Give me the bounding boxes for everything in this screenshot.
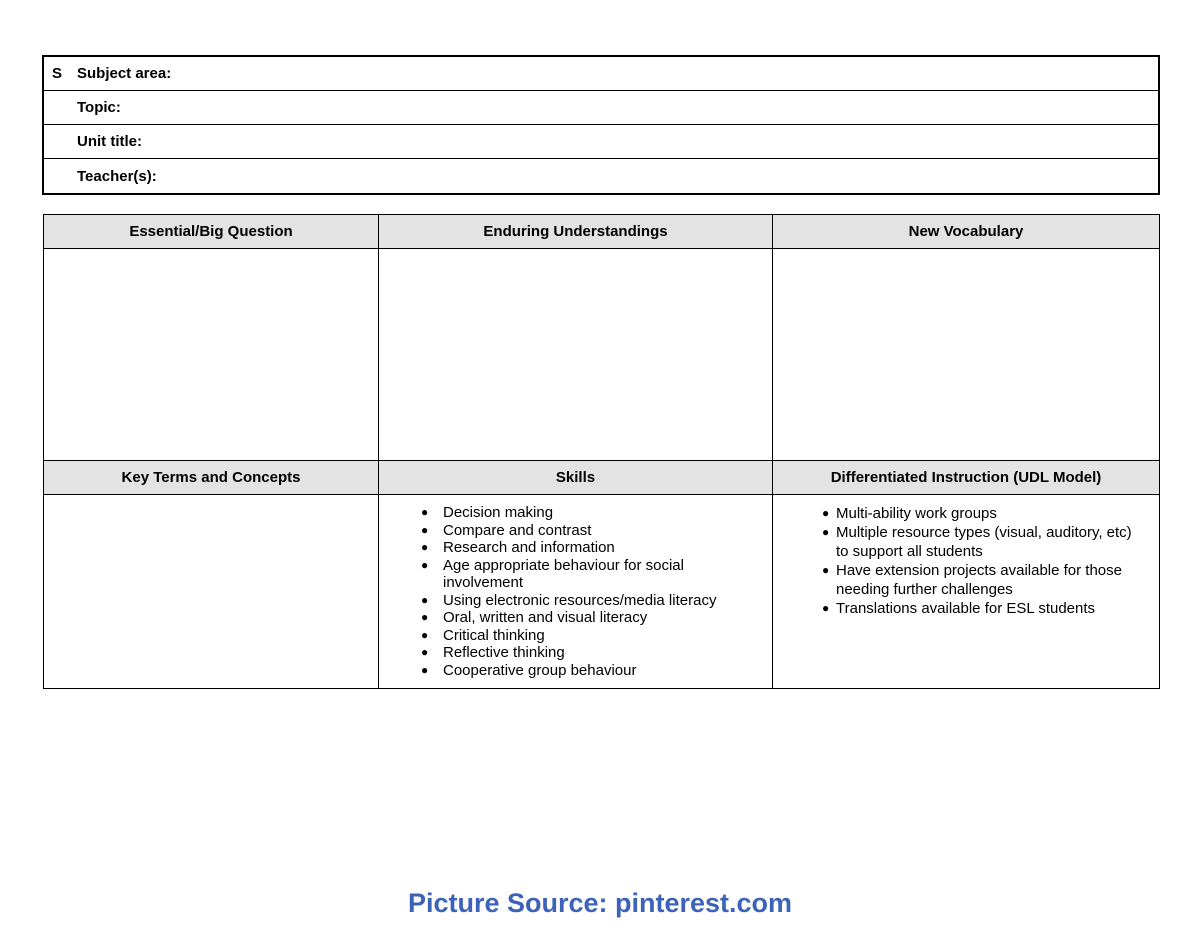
list-item: ● Compare and contrast — [421, 521, 592, 539]
skills-cell — [379, 495, 773, 688]
bullet-icon: ● — [822, 506, 830, 520]
list-item: ● Reflective thinking — [421, 644, 565, 661]
bullet-icon: ● — [421, 540, 429, 554]
bullet-icon: ● — [421, 662, 429, 677]
essential-question-header: Essential/Big Question — [44, 215, 379, 249]
key-terms-cell — [44, 495, 379, 688]
planning-grid — [43, 214, 1160, 689]
unit-title-row — [44, 125, 1158, 159]
bullet-icon: ● — [421, 610, 429, 624]
new-vocabulary-header: New Vocabulary — [773, 215, 1159, 249]
bullet-icon: ● — [822, 525, 830, 539]
new-vocabulary-cell — [773, 249, 1159, 461]
unit-info-table — [42, 55, 1160, 195]
list-item: ● Multiple resource types (visual, auditory, etc) to support all students — [822, 524, 1132, 560]
differentiated-instruction-header: Differentiated Instruction (UDL Model) — [773, 461, 1159, 495]
skills-list — [379, 495, 772, 679]
bullet-icon: ● — [421, 505, 429, 519]
subject-area-label: Subject area: — [77, 65, 172, 82]
topic-label: Topic: — [77, 99, 121, 116]
list-item: ● Using electronic resources/media literacy — [421, 591, 717, 609]
enduring-understandings-cell — [379, 249, 773, 461]
list-item: ● Cooperative group behaviour — [421, 661, 637, 679]
bullet-icon: ● — [421, 592, 429, 607]
bullet-icon: ● — [421, 645, 429, 659]
skills-header: Skills — [379, 461, 773, 495]
list-item: ● Oral, written and visual literacy — [421, 609, 648, 626]
differentiated-instruction-cell — [773, 495, 1159, 688]
bullet-icon: ● — [822, 601, 830, 615]
row-prefix: S — [52, 65, 63, 82]
picture-source-caption: Picture Source: pinterest.com — [407, 888, 793, 918]
list-item: ● Critical thinking — [421, 626, 545, 644]
differentiated-list — [773, 495, 1159, 618]
subject-area-row — [44, 57, 1158, 91]
bullet-icon: ● — [421, 557, 429, 572]
bullet-icon: ● — [822, 563, 830, 577]
list-item: ● Decision making — [421, 504, 554, 521]
key-terms-header: Key Terms and Concepts — [44, 461, 379, 495]
bullet-icon: ● — [421, 522, 429, 537]
list-item: ● Translations available for ESL students — [822, 600, 1096, 617]
list-item: ● Research and information — [421, 539, 615, 556]
teachers-row — [44, 159, 1158, 193]
enduring-understandings-header: Enduring Understandings — [379, 215, 773, 249]
topic-row — [44, 91, 1158, 125]
bullet-icon: ● — [421, 627, 429, 642]
list-item: ● Have extension projects available for those needing further challenges — [822, 562, 1122, 598]
list-item: ● Multi-ability work groups — [822, 505, 997, 522]
essential-question-cell — [44, 249, 379, 461]
teachers-label: Teacher(s): — [77, 167, 157, 185]
list-item: ● Age appropriate behaviour for social involvement — [421, 556, 684, 591]
unit-title-label: Unit title: — [77, 133, 142, 150]
